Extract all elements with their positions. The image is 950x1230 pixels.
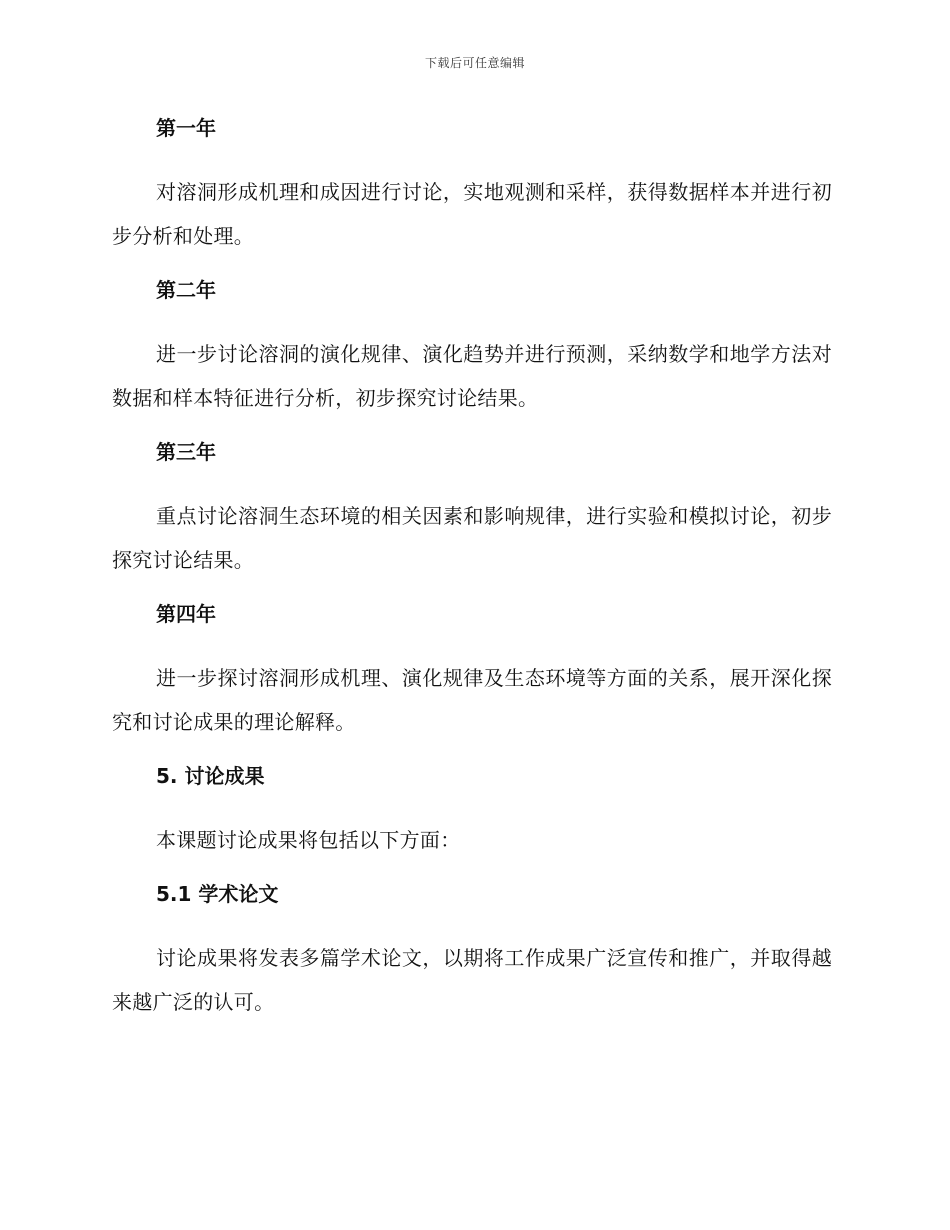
section-heading: 第四年 — [156, 602, 216, 626]
section-year-2 — [112, 274, 832, 436]
section-paragraph: 进一步讨论溶洞的演化规律、演化趋势并进行预测，采纳数学和地学方法对数据和样本特征进行分析，初步探究讨论结果。 — [112, 342, 832, 410]
section-paragraph: 对溶洞形成机理和成因进行讨论，实地观测和采样，获得数据样本并进行初步分析和处理。 — [112, 180, 832, 248]
section-year-4 — [112, 598, 832, 760]
section-heading: 5.1 学术论文 — [156, 882, 279, 906]
section-paragraph: 讨论成果将发表多篇学术论文，以期将工作成果广泛宣传和推广，并取得越来越广泛的认可。 — [112, 946, 832, 1014]
section-year-3 — [112, 436, 832, 598]
header-note: 下载后可任意编辑 — [424, 56, 525, 70]
section-heading: 第二年 — [156, 278, 216, 302]
document-body — [112, 112, 832, 1024]
section-paragraph: 重点讨论溶洞生态环境的相关因素和影响规律，进行实验和模拟讨论，初步探究讨论结果。 — [112, 504, 832, 572]
section-year-1 — [112, 112, 832, 274]
section-academic-papers — [112, 878, 832, 1024]
section-paragraph: 进一步探讨溶洞形成机理、演化规律及生态环境等方面的关系，展开深化探究和讨论成果的理论解释。 — [112, 666, 832, 734]
section-heading: 5. 讨论成果 — [156, 764, 265, 788]
section-heading: 第三年 — [156, 440, 216, 464]
section-heading: 第一年 — [156, 116, 216, 140]
section-results — [112, 760, 832, 878]
section-paragraph: 本课题讨论成果将包括以下方面： — [156, 828, 461, 852]
